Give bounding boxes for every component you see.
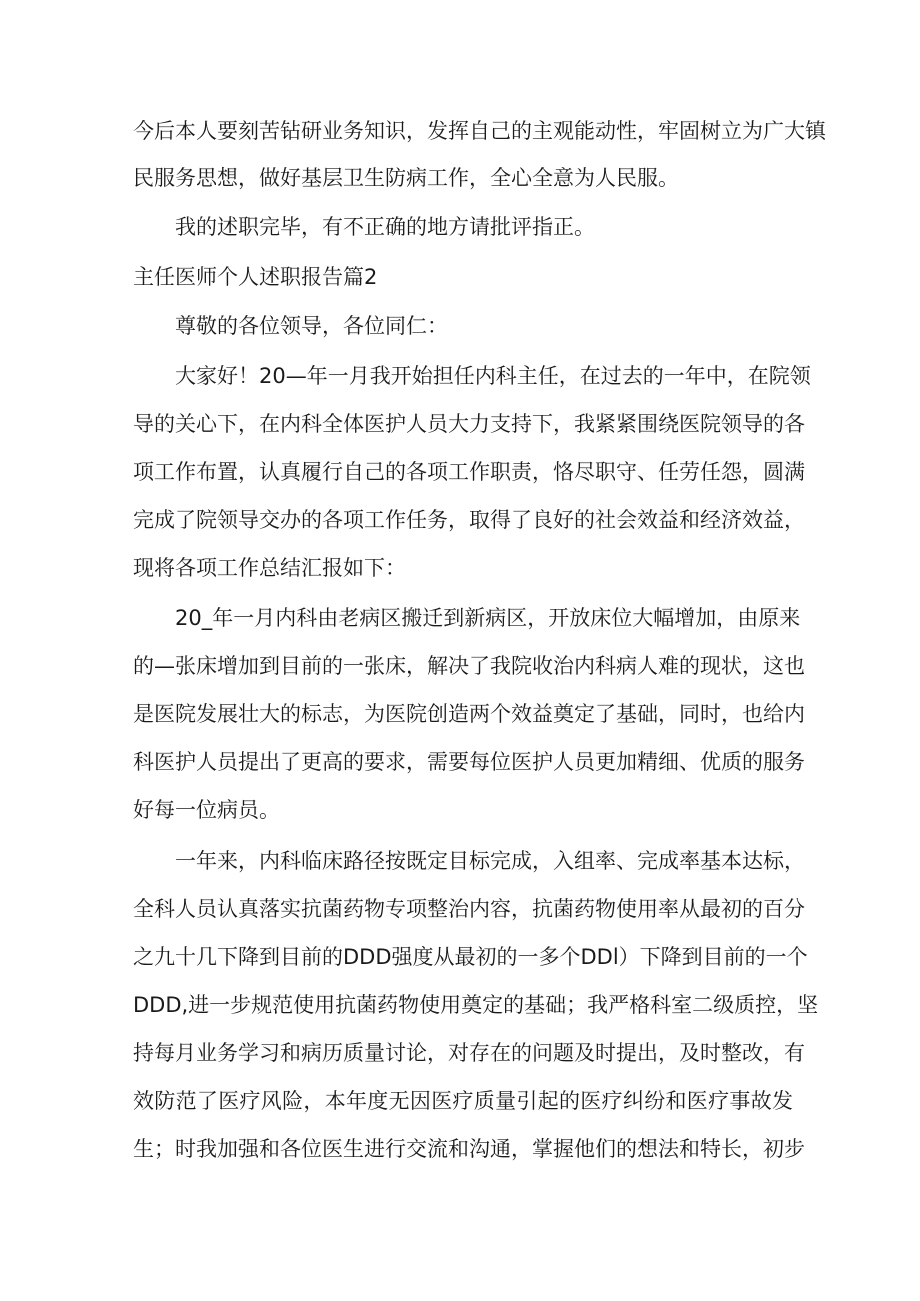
text-line: 是医院发展壮大的标志，为医院创造两个效益奠定了基础，同时，也给内 (133, 702, 805, 726)
text-line: 持每月业务学习和病历质量讨论，对存在的问题及时提出，及时整改，有 (133, 1041, 805, 1065)
text-line: 项工作布置，认真履行自己的各项工作职责，恪尽职守、任劳任怨，圆满 (133, 460, 805, 484)
salutation: 尊敬的各位领导，各位同仁： (175, 314, 448, 338)
text-line: 完成了院领导交办的各项工作任务，取得了良好的社会效益和经济效益， (133, 508, 805, 532)
text-line: 之九十几下降到目前的DDD强度从最初的一多个DDl）下降到目前的一个 (133, 945, 808, 969)
text-line: 大家好！20—年一月我开始担任内科主任，在过去的一年中，在院领 (175, 364, 811, 388)
text-line: 民服务思想，做好基层卫生防病工作，全心全意为人民服。 (133, 166, 679, 190)
text-line: DDD,进一步规范使用抗菌药物使用奠定的基础；我严格科室二级质控，坚 (133, 993, 819, 1017)
text-line: 现将各项工作总结汇报如下： (133, 556, 406, 580)
text-line: 好每一位病员。 (133, 798, 280, 822)
section-heading: 主任医师个人述职报告篇2 (133, 265, 378, 289)
text-line: 全科人员认真落实抗菌药物专项整治内容，抗菌药物使用率从最初的百分 (133, 897, 805, 921)
text-line: 导的关心下，在内科全体医护人员大力支持下，我紧紧围绕医院领导的各 (133, 412, 805, 436)
text-line: 效防范了医疗风险，本年度无因医疗质量引起的医疗纠纷和医疗事故发 (133, 1089, 793, 1113)
text-line: 20_年一月内科由老病区搬迁到新病区，开放床位大幅增加，由原来 (175, 606, 801, 630)
text-line: 一年来，内科临床路径按既定目标完成，入组率、完成率基本达标， (175, 849, 805, 873)
text-line: 的—张床增加到目前的一张床，解决了我院收治内科病人难的现状，这也 (133, 654, 805, 678)
text-line: 生；时我加强和各位医生进行交流和沟通，掌握他们的想法和特长，初步 (133, 1137, 805, 1161)
closing-statement: 我的述职完毕，有不正确的地方请批评指正。 (175, 215, 595, 239)
text-line: 科医护人员提出了更高的要求，需要每位医护人员更加精细、优质的服务 (133, 750, 805, 774)
text-line: 今后本人要刻苦钻研业务知识，发挥自己的主观能动性，牢固树立为广大镇 (133, 119, 826, 143)
